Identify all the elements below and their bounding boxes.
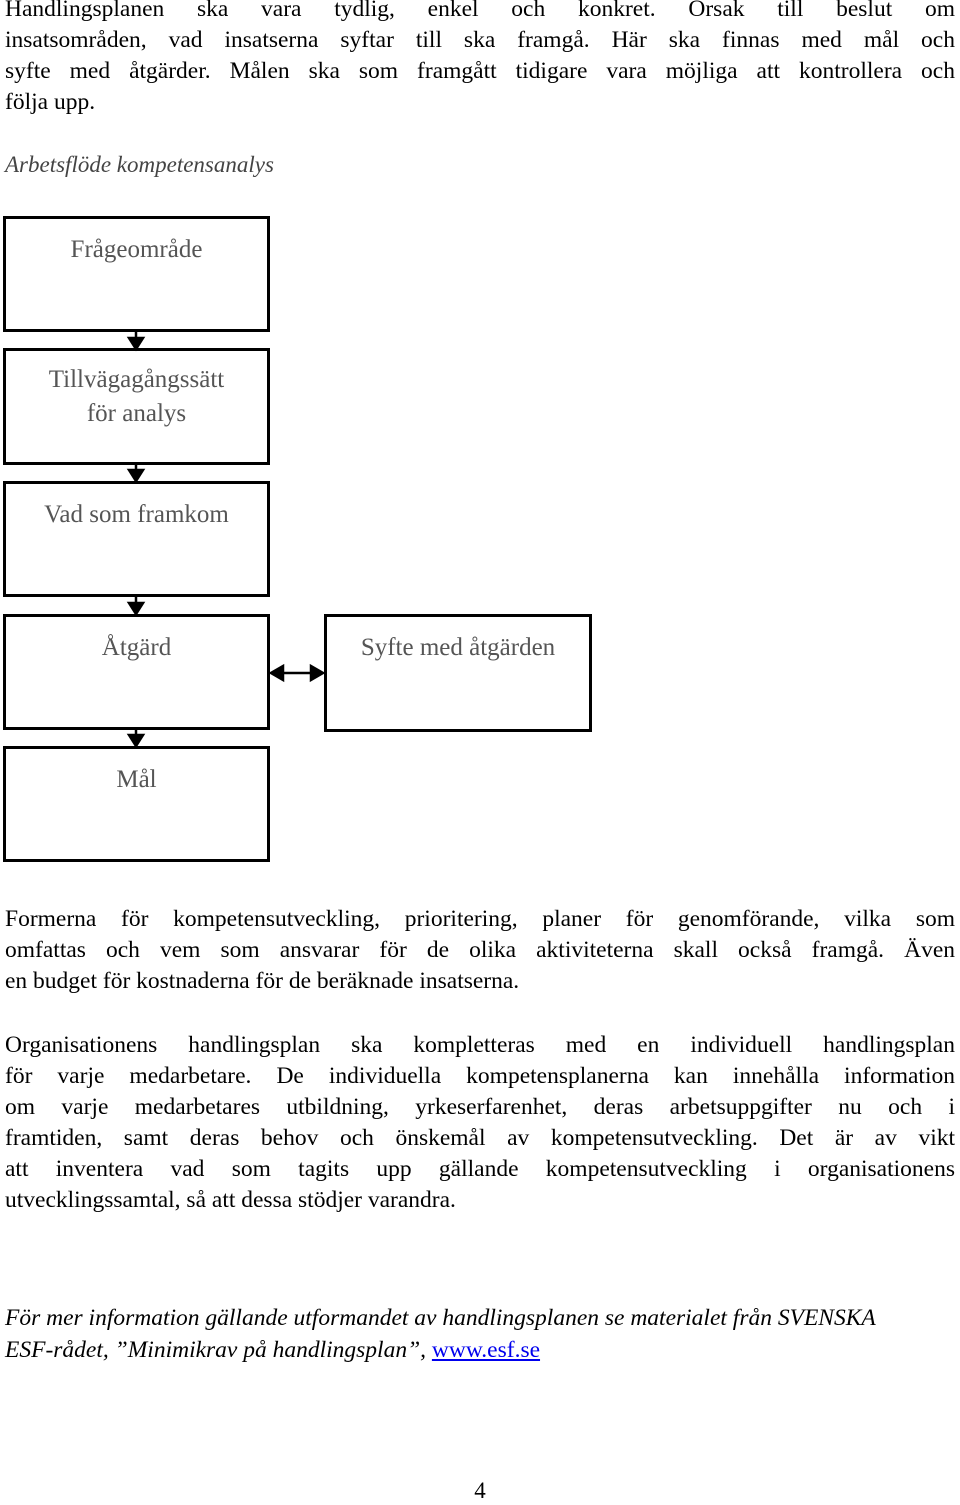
text-line: Organisationens handlingsplan ska kompletteras med en individuell handlingsplan bbox=[5, 1032, 955, 1058]
text-line: att inventera vad som tagits upp gällande kompetensutveckling i organisationens bbox=[5, 1156, 955, 1182]
box-label: Syfte med åtgärden bbox=[360, 634, 556, 661]
text-line: en budget för kostnaderna för de beräknade insatserna. bbox=[5, 968, 520, 994]
flow-box-frageomrade bbox=[3, 216, 270, 332]
text-line: Formerna för kompetensutveckling, prioritering, planer för genomförande, vilka som bbox=[5, 906, 955, 932]
flow-box-syfte bbox=[324, 614, 592, 732]
footer-note-line2: ESF-rådet, ”Minimikrav på handlingsplan”, bbox=[5, 1337, 432, 1363]
text-line: insatsområden, vad insatserna syftar till ska framgå. Här ska finnas med mål och bbox=[5, 27, 955, 53]
flow-box-tillvagagangssatt bbox=[3, 348, 270, 465]
footer-note bbox=[5, 1302, 955, 1366]
diagram-caption: Arbetsflöde kompetensanalys bbox=[5, 152, 274, 177]
box-label: Tillvägagångssätt bbox=[48, 366, 225, 393]
flow-box-mal bbox=[3, 746, 270, 862]
text-line: för varje medarbetare. De individuella kompetensplanerna kan innehålla information bbox=[5, 1063, 955, 1089]
flow-box-vad-som-framkom bbox=[3, 481, 270, 597]
box-label: Frågeområde bbox=[70, 236, 203, 263]
box-label: Åtgärd bbox=[101, 634, 172, 661]
arrowhead-down bbox=[129, 735, 143, 746]
esf-link[interactable]: www.esf.se bbox=[431, 1337, 541, 1363]
text-line: följa upp. bbox=[5, 89, 96, 115]
arrowhead-left bbox=[271, 666, 283, 680]
box-label: för analys bbox=[86, 400, 187, 427]
flow-box-atgard bbox=[3, 614, 270, 730]
paragraph-formerna bbox=[5, 904, 955, 997]
paragraph-organisationens bbox=[5, 1030, 955, 1216]
page-number: 4 bbox=[474, 1478, 486, 1503]
arrowhead-down bbox=[129, 603, 143, 614]
text-line: framtiden, samt deras behov och önskemål av kompetensutveckling. Det är av vikt bbox=[5, 1125, 955, 1151]
arrowhead-down bbox=[129, 470, 143, 481]
intro-paragraph bbox=[5, 0, 955, 118]
box-label: Mål bbox=[116, 766, 157, 793]
text-line: om varje medarbetares utbildning, yrkeserfarenhet, deras arbetsuppgifter nu och i bbox=[5, 1094, 955, 1120]
text-line: Handlingsplanen ska vara tydlig, enkel och konkret. Orsak till beslut om bbox=[5, 0, 955, 22]
text-line: utvecklingssamtal, så att dessa stödjer varandra. bbox=[5, 1187, 456, 1213]
box-label: Vad som framkom bbox=[44, 501, 229, 528]
text-line: syfte med åtgärder. Målen ska som framgått tidigare vara möjliga att kontrollera och bbox=[5, 58, 955, 84]
arrowhead-right bbox=[311, 666, 323, 680]
footer-note-line1: För mer information gällande utformandet av handlingsplanen se materialet från SVENSKA bbox=[5, 1305, 876, 1331]
text-line: omfattas och vem som ansvarar för de olika aktiviteterna skall också framgå. Även bbox=[5, 937, 955, 963]
